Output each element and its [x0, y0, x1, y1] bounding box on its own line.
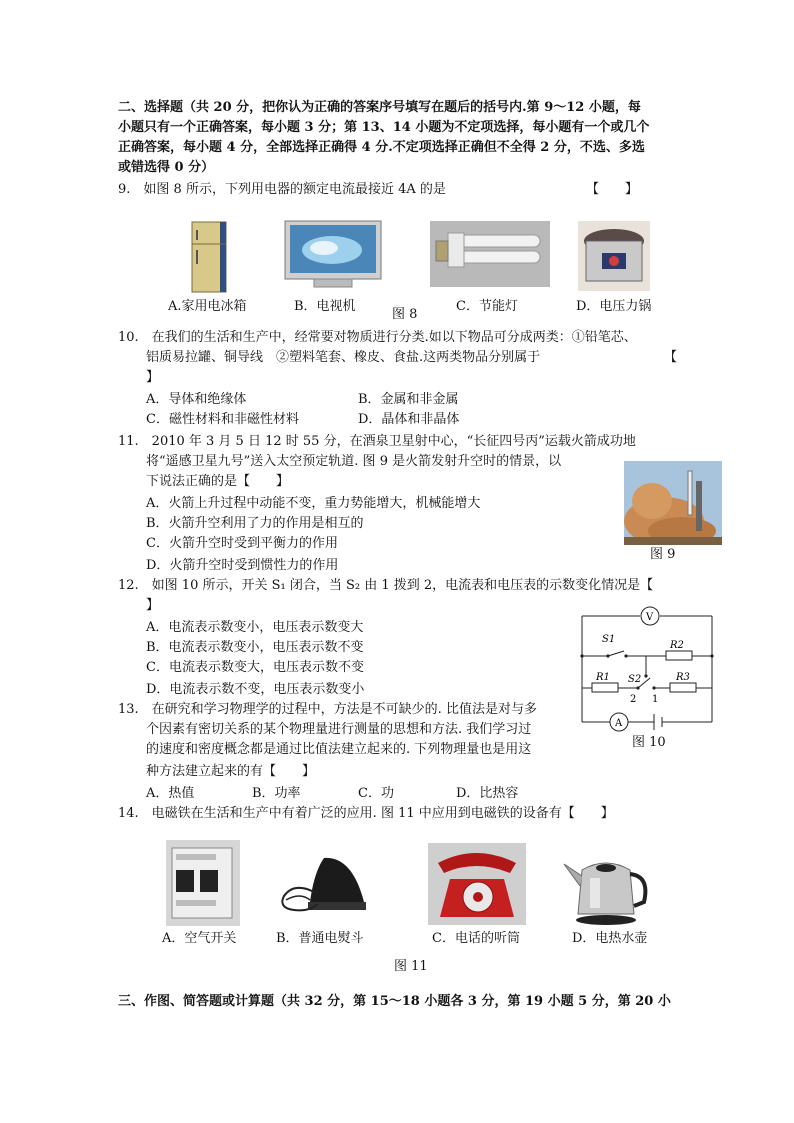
q13-line-3: 的速度和密度概念都是通过比值法建立起来的. 下列物理量也是用这: [146, 742, 532, 757]
q11-line-1: 11. 2010 年 3 月 5 日 12 时 55 分，在酒泉卫星射中心，“长征四号丙”运载火箭成功地: [118, 434, 636, 449]
q10-bracket-open: 【: [664, 350, 678, 365]
q9-fig-label: 图 8: [392, 307, 418, 322]
q11-line-2: 将“遥感卫星九号”送入太空预定轨道. 图 9 是火箭发射升空时的情景，以: [146, 454, 562, 469]
q13-option-a: A．热值: [146, 786, 195, 801]
q13-line-2: 个因素有密切关系的某个物理量进行测量的思想和方法. 我们学习过: [146, 722, 532, 737]
q11-option-c: C．火箭升空时受到平衡力的作用: [146, 536, 338, 551]
q9-stem: 9. 如图 8 所示，下列用电器的额定电流最接近 4A 的是: [118, 182, 446, 197]
q11-option-d: D．火箭升空时受到惯性力的作用: [146, 558, 339, 573]
circuit-s1-label: S1: [602, 634, 616, 645]
q13-option-c: C．功: [358, 786, 394, 801]
section2-line-3: 正确答案，每小题 4 分，全部选择正确得 4 分.不定项选择正确但不全得 2 分，不选、多选: [118, 140, 645, 155]
q13-line-1: 13. 在研究和学习物理学的过程中，方法是不可缺少的. 比值法是对与多: [118, 702, 537, 717]
electric-kettle-image: [560, 846, 652, 926]
q10-option-a: A．导体和绝缘体: [146, 392, 247, 407]
q10-bracket-close: 】: [146, 370, 160, 385]
fridge-image: [190, 220, 230, 295]
rocket-launch-image: [624, 461, 722, 545]
q13-option-d: D．比热容: [456, 786, 519, 801]
q9-option-a: A.家用电冰箱: [168, 299, 247, 314]
q12-option-b: B．电流表示数变小，电压表示数不变: [146, 640, 364, 655]
circuit-r3-label: R3: [676, 672, 690, 683]
section2-line-2: 小题只有一个正确答案，每小题 3 分；第 13、14 小题为不定项选择，每小题有一个或几个: [118, 120, 650, 135]
circuit-r1-label: R1: [596, 672, 610, 683]
section3-line-1: 三、作图、简答题或计算题（共 32 分，第 15～18 小题各 3 分，第 19 小题 5 分，第 20 小: [118, 994, 671, 1009]
q9-option-d: D．电压力锅: [576, 299, 652, 314]
q10-option-c: C．磁性材料和非磁性材料: [146, 412, 299, 427]
electric-iron-image: [274, 852, 370, 922]
cfl-bulb-image: [430, 221, 550, 287]
section2-line-4: 或错选得 0 分）: [118, 160, 215, 175]
q12-line-1: 12. 如图 10 所示，开关 S₁ 闭合，当 S₂ 由 1 拨到 2，电流表和电压表的示数变化情况是【: [118, 578, 654, 593]
circuit-r2-label: R2: [670, 640, 684, 651]
q11-option-b: B．火箭升空利用了力的作用是相互的: [146, 516, 364, 531]
q12-bracket-close: 】: [146, 598, 160, 613]
q11-line-3: 下说法正确的是【 】: [146, 474, 290, 489]
q12-option-d: D．电流表示数不变，电压表示数变小: [146, 682, 365, 697]
q9-bracket: 【 】: [586, 182, 639, 197]
q12-option-c: C．电流表示数变大，电压表示数不变: [146, 660, 364, 675]
q13-line-4: 种方法建立起来的有【 】: [146, 764, 316, 779]
q10-line-2: 铝质易拉罐、铜导线 ②塑料笔套、橡皮、食盐.这两类物品分别属于: [146, 350, 541, 365]
section2-line-1: 二、选择题（共 20 分，把你认为正确的答案序号填写在题后的括号内.第 9～12 小题，每: [118, 100, 641, 115]
q14-option-b: B．普通电熨斗: [276, 931, 364, 946]
q11-fig-label: 图 9: [650, 547, 676, 562]
q14-option-d: D．电热水壶: [572, 931, 648, 946]
circuit-node-2: 2: [630, 694, 637, 705]
circuit-node-1: 1: [652, 694, 659, 705]
circuit-diagram: [578, 604, 718, 734]
circuit-ammeter-label: A: [615, 718, 623, 729]
q13-option-b: B．功率: [252, 786, 301, 801]
circuit-voltmeter-label: V: [646, 612, 654, 623]
q10-option-d: D．晶体和非晶体: [358, 412, 460, 427]
q14-stem: 14. 电磁铁在生活和生产中有着广泛的应用. 图 11 中应用到电磁铁的设备有【 】: [118, 806, 614, 821]
telephone-image: [428, 843, 526, 925]
q11-option-a: A．火箭上升过程中动能不变，重力势能增大，机械能增大: [146, 496, 481, 511]
tv-image: [284, 220, 382, 290]
q10-option-b: B．金属和非金属: [358, 392, 459, 407]
q9-option-c: C．节能灯: [456, 299, 518, 314]
air-switch-image: [166, 840, 240, 926]
q9-option-b: B．电视机: [294, 299, 356, 314]
circuit-s2-label: S2: [628, 674, 642, 685]
pressure-cooker-image: [578, 221, 650, 291]
q14-fig-label: 图 11: [394, 959, 428, 974]
q10-line-1: 10. 在我们的生活和生产中，经常要对物质进行分类.如以下物品可分成两类：①铅笔芯、: [118, 330, 637, 345]
q14-option-a: A．空气开关: [162, 931, 237, 946]
q12-option-a: A．电流表示数变小，电压表示数变大: [146, 620, 364, 635]
q12-fig-label: 图 10: [632, 735, 666, 750]
q14-option-c: C．电话的听筒: [432, 931, 520, 946]
